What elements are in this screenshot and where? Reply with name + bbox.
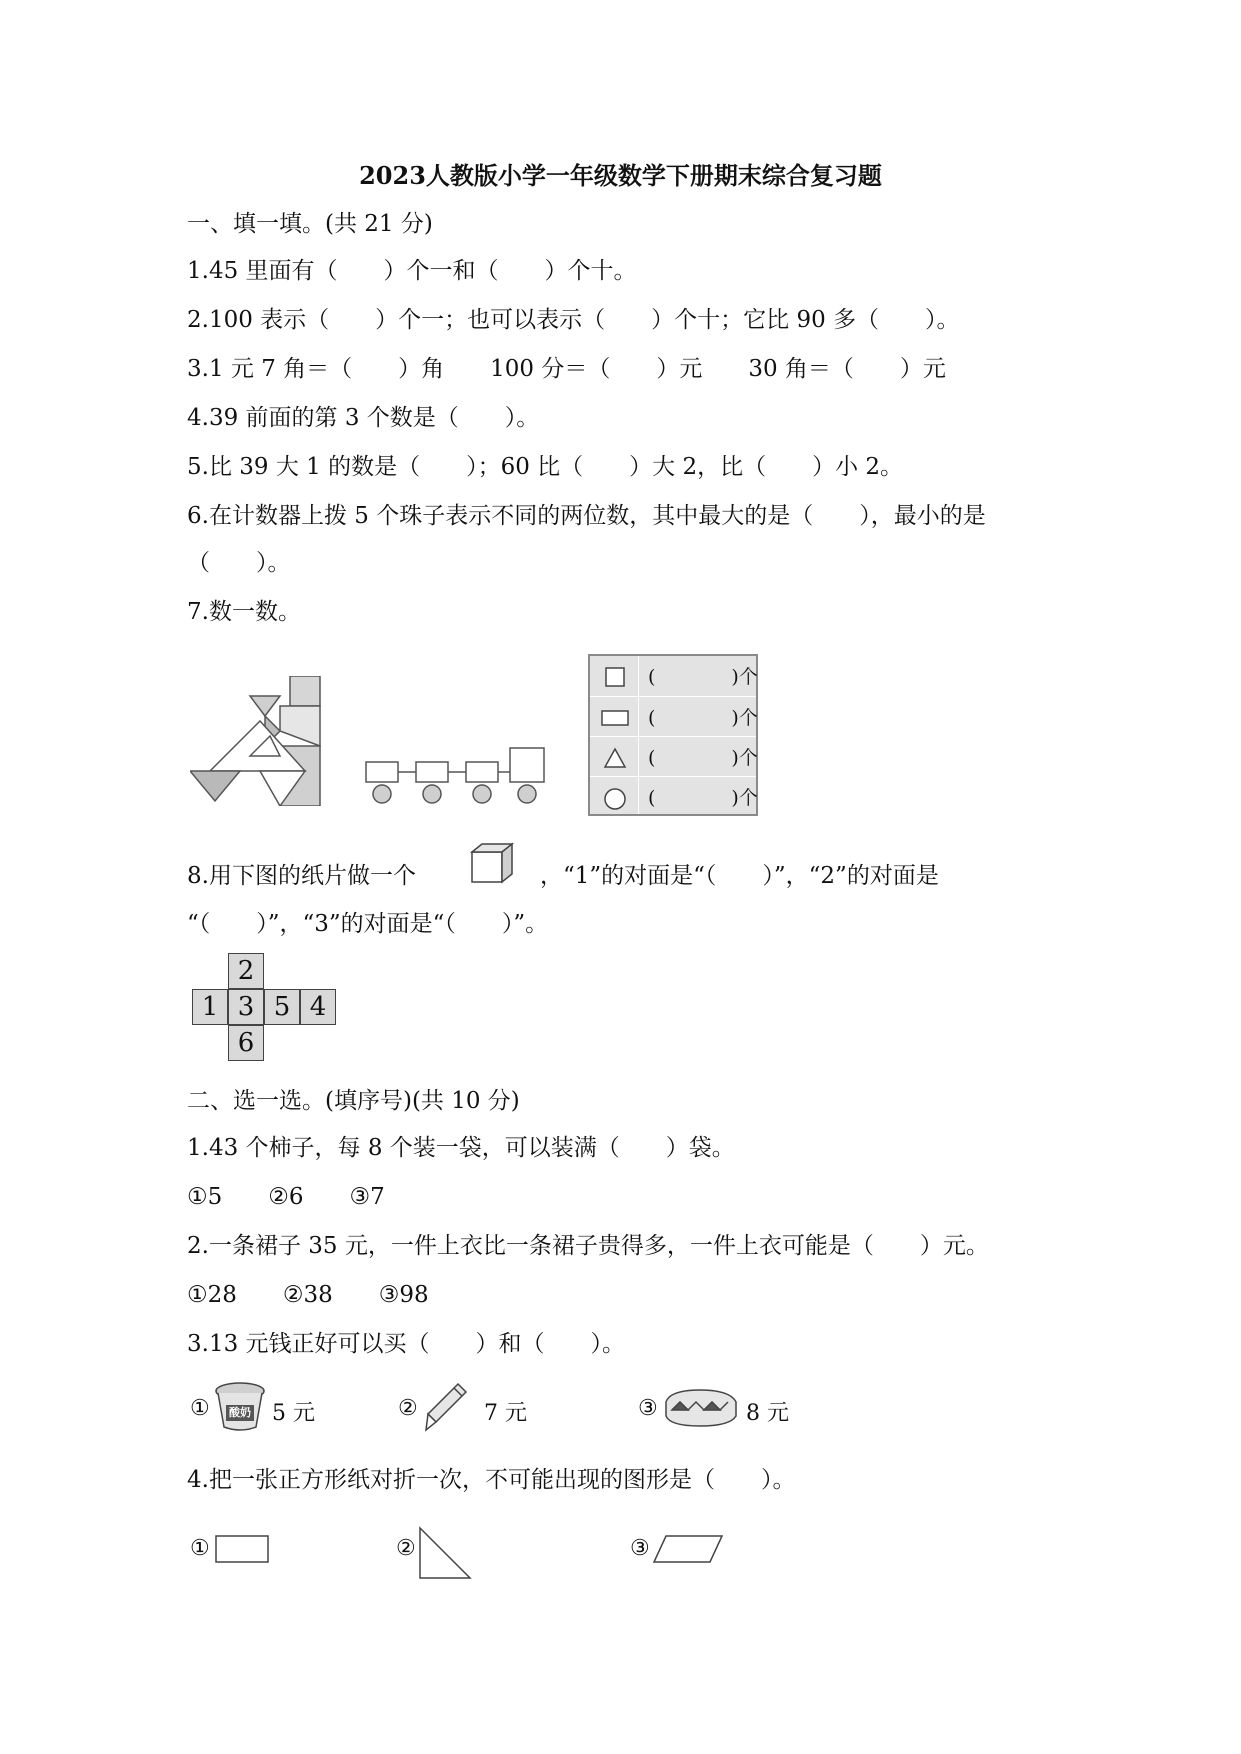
question-1-8-line2: “（ ）”，“3”的对面是“（ ）”。 <box>187 911 549 937</box>
question-1-3: 3.1 元 7 角＝（ ）角 100 分＝（ ）元 30 角＝（ ）元 <box>187 356 946 382</box>
question-1-8-part1: 8.用下图的纸片做一个 <box>187 863 416 889</box>
pencil-icon <box>424 1382 468 1432</box>
net-face: 1 <box>192 989 228 1025</box>
question-1-7: 7.数一数。 <box>187 599 301 625</box>
item-price: 8 元 <box>746 1401 789 1426</box>
rectangle-icon <box>600 709 630 727</box>
tangram-figure <box>190 676 330 806</box>
shape-count-table <box>588 654 758 816</box>
option-number: ① <box>190 1396 210 1421</box>
option-number: ② <box>396 1536 416 1561</box>
net-face: 5 <box>264 989 300 1025</box>
net-face: 4 <box>300 989 336 1025</box>
pencil-case-icon <box>660 1386 742 1430</box>
option-number: ③ <box>638 1396 658 1421</box>
cube-icon <box>470 842 516 884</box>
question-1-6-line1: 6.在计数器上拨 5 个珠子表示不同的两位数，其中最大的是（ ），最小的是 <box>187 503 986 529</box>
count-blank: ( )个 <box>648 787 758 809</box>
table-divider <box>638 656 639 814</box>
square-icon <box>604 666 626 688</box>
question-1-5: 5.比 39 大 1 的数是（ ）；60 比（ ）大 2，比（ ）小 2。 <box>187 454 904 480</box>
option-number: ① <box>190 1536 210 1561</box>
question-1-4: 4.39 前面的第 3 个数是（ ）。 <box>187 405 540 431</box>
question-2-2: 2.一条裙子 35 元，一件上衣比一条裙子贵得多，一件上衣可能是（ ）元。 <box>187 1233 989 1259</box>
question-2-4: 4.把一张正方形纸对折一次，不可能出现的图形是（ ）。 <box>187 1467 796 1493</box>
net-face: 3 <box>228 989 264 1025</box>
item-price: 5 元 <box>272 1401 315 1426</box>
cube-net <box>192 953 342 1065</box>
rectangle-shape <box>214 1532 272 1566</box>
count-row-triangle <box>590 736 756 777</box>
question-2-2-options: ①28 ②38 ③98 <box>187 1282 429 1308</box>
option-number: ③ <box>630 1536 650 1561</box>
question-2-1: 1.43 个柿子，每 8 个装一袋，可以装满（ ）袋。 <box>187 1135 735 1161</box>
option-number: ② <box>398 1396 418 1421</box>
count-row-circle <box>590 776 756 817</box>
circle-icon <box>603 787 627 811</box>
parallelogram-shape <box>652 1532 724 1566</box>
question-1-8-part2: ，“1”的对面是“（ ）”，“2”的对面是 <box>540 863 939 889</box>
question-1-2: 2.100 表示（ ）个一；也可以表示（ ）个十；它比 90 多（ ）。 <box>187 307 960 333</box>
question-1-6-line2: （ ）。 <box>187 550 291 576</box>
count-blank: ( )个 <box>648 707 758 729</box>
yogurt-label: 酸奶 <box>229 1406 251 1419</box>
question-2-1-options: ①5 ②6 ③7 <box>187 1184 385 1210</box>
count-blank: ( )个 <box>648 666 758 688</box>
triangle-shape <box>418 1526 474 1582</box>
page-title: 2023人教版小学一年级数学下册期末综合复习题 <box>359 161 882 190</box>
net-face: 2 <box>228 953 264 989</box>
train-figure <box>364 744 548 810</box>
triangle-icon <box>603 747 627 769</box>
count-blank: ( )个 <box>648 747 758 769</box>
section2-heading: 二、选一选。(填序号)(共 10 分) <box>187 1088 520 1114</box>
yogurt-icon <box>214 1381 266 1433</box>
question-2-3: 3.13 元钱正好可以买（ ）和（ ）。 <box>187 1331 626 1357</box>
net-face: 6 <box>228 1025 264 1061</box>
count-row-square <box>590 656 756 696</box>
count-row-rectangle <box>590 696 756 737</box>
section1-heading: 一、填一填。(共 21 分) <box>187 211 433 237</box>
item-price: 7 元 <box>484 1401 527 1426</box>
question-1-1: 1.45 里面有（ ）个一和（ ）个十。 <box>187 258 637 284</box>
